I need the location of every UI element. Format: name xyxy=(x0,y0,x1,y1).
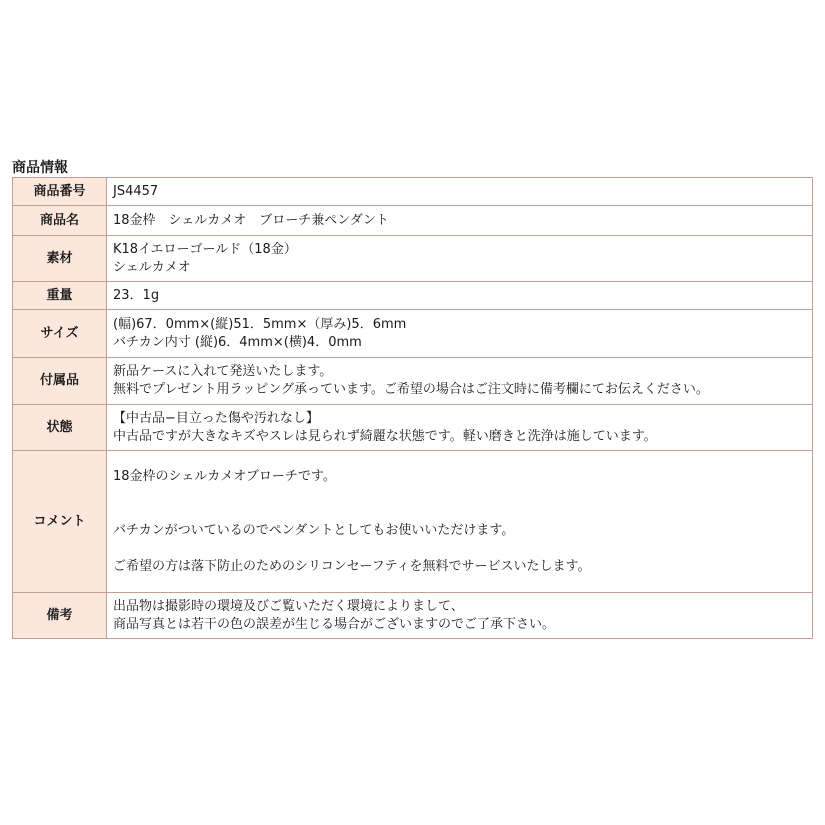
table-row-comment xyxy=(13,451,813,593)
value-line: (幅)67．0mm×(縦)51．5mm×（厚み)5．6mm xyxy=(113,316,407,332)
row-label: 重量 xyxy=(13,282,107,310)
row-label: 状態 xyxy=(13,405,107,451)
table-row-product-name xyxy=(13,206,813,236)
row-value xyxy=(107,405,813,451)
table-row-material xyxy=(13,236,813,282)
product-info-table xyxy=(12,177,813,639)
row-value xyxy=(107,206,813,236)
value-line: 18金枠のシェルカメオブローチです。 xyxy=(113,468,336,484)
value-line: K18イエローゴールド（18金） xyxy=(113,241,297,257)
row-value xyxy=(107,451,813,593)
value-line: バチカンがついているのでペンダントとしてもお使いいただけます。 xyxy=(113,522,515,538)
row-value xyxy=(107,282,813,310)
row-value xyxy=(107,310,813,358)
table-row-size xyxy=(13,310,813,358)
row-label: 付属品 xyxy=(13,358,107,405)
value-line: 【中古品−目立った傷や汚れなし】 xyxy=(113,410,319,426)
value-line: 商品写真とは若干の色の誤差が生じる場合がございますのでご了承下さい。 xyxy=(113,616,556,632)
value-line: 中古品ですが大きなキズやスレは見られず綺麗な状態です。軽い磨きと洗浄は施しています。 xyxy=(113,428,657,444)
table-row-product-number xyxy=(13,178,813,206)
value-line: 出品物は撮影時の環境及びご覧いただく環境によりまして、 xyxy=(113,598,464,614)
value-line: バチカン内寸 (縦)6．4mm×(横)4．0mm xyxy=(113,334,362,350)
row-label: コメント xyxy=(13,451,107,593)
value-line: 新品ケースに入れて発送いたします。 xyxy=(113,364,333,379)
row-label: 備考 xyxy=(13,593,107,639)
value-line: JS4457 xyxy=(113,183,159,199)
row-label: 素材 xyxy=(13,236,107,282)
row-label: サイズ xyxy=(13,310,107,358)
value-line: 18金枠 シェルカメオ ブローチ兼ペンダント xyxy=(113,212,389,228)
row-value xyxy=(107,593,813,639)
row-label: 商品番号 xyxy=(13,178,107,206)
row-value xyxy=(107,236,813,282)
value-line: 23．1g xyxy=(113,287,160,303)
table-row-accessories xyxy=(13,358,813,405)
table-row-notes xyxy=(13,593,813,639)
row-value xyxy=(107,358,813,405)
row-label: 商品名 xyxy=(13,206,107,236)
value-line: ご希望の方は落下防止のためのシリコンセーフティを無料でサービスいたします。 xyxy=(113,558,591,574)
row-value xyxy=(107,178,813,206)
table-row-weight xyxy=(13,282,813,310)
section-title: 商品情報 xyxy=(12,160,68,176)
value-line: シェルカメオ xyxy=(113,259,191,275)
value-line: 無料でプレゼント用ラッピング承っています。ご希望の場合はご注文時に備考欄にてお伝えください。 xyxy=(113,382,709,397)
table-row-condition xyxy=(13,405,813,451)
